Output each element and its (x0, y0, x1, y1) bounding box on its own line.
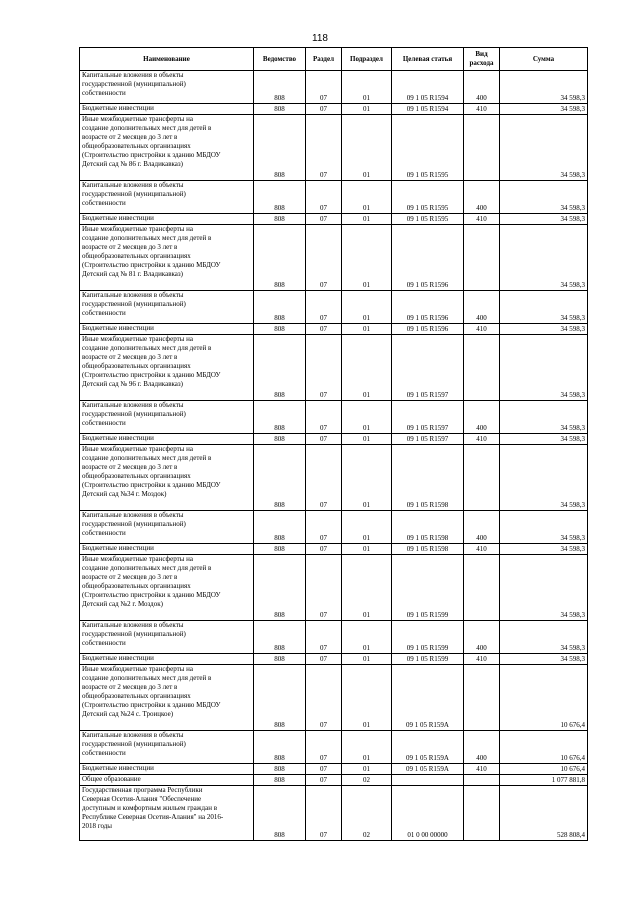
cell-target-article: 09 1 05 R1599 (392, 621, 464, 654)
cell-target-article: 09 1 05 R1596 (392, 324, 464, 335)
cell-department: 808 (254, 654, 306, 665)
cell-section: 07 (306, 434, 342, 445)
cell-sum: 34 598,3 (500, 214, 588, 225)
cell-target-article: 09 1 05 R159A (392, 764, 464, 775)
cell-department: 808 (254, 555, 306, 621)
cell-department: 808 (254, 324, 306, 335)
cell-expense-type: 410 (464, 544, 500, 555)
table-body (80, 71, 588, 841)
cell-expense-type: 400 (464, 181, 500, 214)
cell-section: 07 (306, 335, 342, 401)
table-row (80, 104, 588, 115)
cell-target-article: 09 1 05 R1596 (392, 225, 464, 291)
cell-subsection: 02 (342, 775, 392, 786)
header-subsection: Подраздел (342, 48, 392, 71)
cell-section: 07 (306, 115, 342, 181)
cell-expense-type: 410 (464, 764, 500, 775)
table-row (80, 214, 588, 225)
cell-subsection: 01 (342, 225, 392, 291)
cell-sum: 10 676,4 (500, 731, 588, 764)
cell-sum: 34 598,3 (500, 115, 588, 181)
cell-department: 808 (254, 775, 306, 786)
cell-expense-type: 410 (464, 214, 500, 225)
cell-section: 07 (306, 621, 342, 654)
cell-section: 07 (306, 555, 342, 621)
cell-sum: 34 598,3 (500, 401, 588, 434)
cell-sum: 34 598,3 (500, 434, 588, 445)
cell-name: Иные межбюджетные трансферты на создание дополнительных мест для детей в возрасте от 2 месяцев до 3 лет в общеобразовательных организациях (Строительство пристройки к зданию МБДОУ Детский сад № 81 г. Владикавказ) (80, 225, 254, 291)
cell-target-article: 09 1 05 R1596 (392, 291, 464, 324)
cell-sum: 34 598,3 (500, 511, 588, 544)
cell-expense-type (464, 665, 500, 731)
cell-department: 808 (254, 445, 306, 511)
cell-name: Иные межбюджетные трансферты на создание дополнительных мест для детей в возрасте от 2 месяцев до 3 лет в общеобразовательных организациях (Строительство пристройки к зданию МБДОУ Детский сад №24 с. Троицкое) (80, 665, 254, 731)
cell-sum: 1 077 881,8 (500, 775, 588, 786)
cell-subsection: 01 (342, 291, 392, 324)
cell-sum: 34 598,3 (500, 324, 588, 335)
cell-target-article: 09 1 05 R1599 (392, 555, 464, 621)
table-row (80, 434, 588, 445)
budget-table (79, 47, 588, 841)
cell-target-article: 09 1 05 R1595 (392, 214, 464, 225)
cell-target-article: 09 1 05 R1595 (392, 115, 464, 181)
cell-department: 808 (254, 71, 306, 104)
cell-department: 808 (254, 434, 306, 445)
cell-subsection: 02 (342, 786, 392, 841)
cell-name: Капитальные вложения в объекты государственной (муниципальной) собственности (80, 511, 254, 544)
table-row (80, 115, 588, 181)
cell-target-article: 09 1 05 R1598 (392, 511, 464, 544)
cell-section: 07 (306, 324, 342, 335)
table-row (80, 555, 588, 621)
cell-subsection: 01 (342, 115, 392, 181)
cell-section: 07 (306, 445, 342, 511)
table-row (80, 654, 588, 665)
cell-name: Бюджетные инвестиции (80, 544, 254, 555)
cell-name: Иные межбюджетные трансферты на создание дополнительных мест для детей в возрасте от 2 месяцев до 3 лет в общеобразовательных организациях (Строительство пристройки к зданию МБДОУ Детский сад № 86 г. Владикавказ) (80, 115, 254, 181)
cell-name: Капитальные вложения в объекты государственной (муниципальной) собственности (80, 291, 254, 324)
header-department: Ведомство (254, 48, 306, 71)
cell-expense-type (464, 225, 500, 291)
cell-name: Капитальные вложения в объекты государственной (муниципальной) собственности (80, 71, 254, 104)
cell-expense-type (464, 786, 500, 841)
cell-expense-type: 400 (464, 71, 500, 104)
cell-department: 808 (254, 621, 306, 654)
table-row (80, 621, 588, 654)
cell-subsection: 01 (342, 544, 392, 555)
table-row (80, 335, 588, 401)
header-name: Наименование (80, 48, 254, 71)
cell-target-article: 09 1 05 R1599 (392, 654, 464, 665)
cell-subsection: 01 (342, 555, 392, 621)
cell-department: 808 (254, 335, 306, 401)
cell-section: 07 (306, 214, 342, 225)
cell-subsection: 01 (342, 621, 392, 654)
table-row (80, 764, 588, 775)
cell-subsection: 01 (342, 335, 392, 401)
cell-sum: 34 598,3 (500, 71, 588, 104)
cell-expense-type (464, 555, 500, 621)
cell-name: Общее образование (80, 775, 254, 786)
cell-department: 808 (254, 104, 306, 115)
cell-expense-type (464, 775, 500, 786)
cell-expense-type (464, 335, 500, 401)
cell-sum: 34 598,3 (500, 104, 588, 115)
cell-department: 808 (254, 401, 306, 434)
cell-name: Бюджетные инвестиции (80, 104, 254, 115)
cell-section: 07 (306, 731, 342, 764)
cell-department: 808 (254, 764, 306, 775)
cell-expense-type: 400 (464, 401, 500, 434)
cell-sum: 34 598,3 (500, 654, 588, 665)
cell-target-article: 09 1 05 R1597 (392, 401, 464, 434)
cell-section: 07 (306, 181, 342, 214)
cell-subsection: 01 (342, 181, 392, 214)
table-row (80, 445, 588, 511)
cell-sum: 34 598,3 (500, 544, 588, 555)
cell-expense-type: 400 (464, 511, 500, 544)
cell-expense-type: 410 (464, 434, 500, 445)
cell-name: Бюджетные инвестиции (80, 654, 254, 665)
cell-expense-type: 400 (464, 621, 500, 654)
header-target-article: Целевая статья (392, 48, 464, 71)
cell-name: Капитальные вложения в объекты государственной (муниципальной) собственности (80, 621, 254, 654)
cell-sum: 34 598,3 (500, 621, 588, 654)
table-row (80, 71, 588, 104)
cell-sum: 34 598,3 (500, 291, 588, 324)
cell-section: 07 (306, 291, 342, 324)
cell-target-article: 09 1 05 R1598 (392, 544, 464, 555)
cell-target-article: 09 1 05 R159A (392, 731, 464, 764)
cell-department: 808 (254, 544, 306, 555)
cell-name: Бюджетные инвестиции (80, 214, 254, 225)
table-row (80, 511, 588, 544)
table-row (80, 544, 588, 555)
cell-name: Бюджетные инвестиции (80, 324, 254, 335)
cell-name: Иные межбюджетные трансферты на создание дополнительных мест для детей в возрасте от 2 месяцев до 3 лет в общеобразовательных организациях (Строительство пристройки к зданию МБДОУ Детский сад №2 г. Моздок) (80, 555, 254, 621)
cell-subsection: 01 (342, 731, 392, 764)
cell-expense-type: 410 (464, 654, 500, 665)
cell-expense-type: 410 (464, 324, 500, 335)
cell-subsection: 01 (342, 511, 392, 544)
header-sum: Сумма (500, 48, 588, 71)
cell-section: 07 (306, 71, 342, 104)
table-row (80, 401, 588, 434)
cell-department: 808 (254, 731, 306, 764)
cell-name: Бюджетные инвестиции (80, 764, 254, 775)
table-row (80, 731, 588, 764)
cell-section: 07 (306, 511, 342, 544)
cell-target-article: 09 1 05 R1594 (392, 104, 464, 115)
header-section: Раздел (306, 48, 342, 71)
table-row (80, 225, 588, 291)
cell-name: Капитальные вложения в объекты государственной (муниципальной) собственности (80, 731, 254, 764)
table-row (80, 786, 588, 841)
cell-subsection: 01 (342, 654, 392, 665)
cell-section: 07 (306, 786, 342, 841)
cell-target-article: 09 1 05 R159A (392, 665, 464, 731)
cell-subsection: 01 (342, 764, 392, 775)
cell-target-article: 09 1 05 R1597 (392, 335, 464, 401)
cell-department: 808 (254, 214, 306, 225)
table-row (80, 324, 588, 335)
cell-section: 07 (306, 775, 342, 786)
cell-sum: 528 808,4 (500, 786, 588, 841)
cell-sum: 34 598,3 (500, 555, 588, 621)
cell-name: Иные межбюджетные трансферты на создание дополнительных мест для детей в возрасте от 2 месяцев до 3 лет в общеобразовательных организациях (Строительство пристройки к зданию МБДОУ Детский сад №34 г. Моздок) (80, 445, 254, 511)
cell-subsection: 01 (342, 324, 392, 335)
cell-section: 07 (306, 401, 342, 434)
cell-section: 07 (306, 225, 342, 291)
header-expense-type: Вид расхода (464, 48, 500, 71)
cell-name: Капитальные вложения в объекты государственной (муниципальной) собственности (80, 181, 254, 214)
cell-sum: 10 676,4 (500, 665, 588, 731)
cell-department: 808 (254, 511, 306, 544)
cell-target-article (392, 775, 464, 786)
page-number: 118 (312, 33, 328, 44)
cell-sum: 10 676,4 (500, 764, 588, 775)
cell-section: 07 (306, 654, 342, 665)
table-header-row (80, 48, 588, 71)
cell-name: Бюджетные инвестиции (80, 434, 254, 445)
cell-department: 808 (254, 786, 306, 841)
cell-target-article: 09 1 05 R1598 (392, 445, 464, 511)
cell-section: 07 (306, 764, 342, 775)
cell-target-article: 09 1 05 R1595 (392, 181, 464, 214)
cell-department: 808 (254, 181, 306, 214)
table-row (80, 181, 588, 214)
cell-department: 808 (254, 225, 306, 291)
table-row (80, 775, 588, 786)
table-row (80, 291, 588, 324)
cell-subsection: 01 (342, 434, 392, 445)
cell-section: 07 (306, 544, 342, 555)
cell-subsection: 01 (342, 665, 392, 731)
table-row (80, 665, 588, 731)
cell-subsection: 01 (342, 445, 392, 511)
cell-name: Иные межбюджетные трансферты на создание дополнительных мест для детей в возрасте от 2 месяцев до 3 лет в общеобразовательных организациях (Строительство пристройки к зданию МБДОУ Детский сад № 96 г. Владикавказ) (80, 335, 254, 401)
cell-subsection: 01 (342, 104, 392, 115)
cell-target-article: 01 0 00 00000 (392, 786, 464, 841)
cell-target-article: 09 1 05 R1597 (392, 434, 464, 445)
cell-subsection: 01 (342, 401, 392, 434)
cell-sum: 34 598,3 (500, 335, 588, 401)
cell-expense-type: 410 (464, 104, 500, 115)
cell-section: 07 (306, 104, 342, 115)
cell-department: 808 (254, 291, 306, 324)
cell-expense-type (464, 115, 500, 181)
cell-target-article: 09 1 05 R1594 (392, 71, 464, 104)
cell-expense-type (464, 445, 500, 511)
cell-subsection: 01 (342, 214, 392, 225)
cell-subsection: 01 (342, 71, 392, 104)
cell-section: 07 (306, 665, 342, 731)
cell-expense-type: 400 (464, 291, 500, 324)
cell-department: 808 (254, 115, 306, 181)
cell-name: Государственная программа Республики Северная Осетия-Алания "Обеспечение доступным и комфортным жильем граждан в Республике Северная Осетия-Алания" на 2016- 2018 годы (80, 786, 254, 841)
cell-department: 808 (254, 665, 306, 731)
cell-sum: 34 598,3 (500, 225, 588, 291)
cell-sum: 34 598,3 (500, 445, 588, 511)
cell-sum: 34 598,3 (500, 181, 588, 214)
cell-name: Капитальные вложения в объекты государственной (муниципальной) собственности (80, 401, 254, 434)
cell-expense-type: 400 (464, 731, 500, 764)
